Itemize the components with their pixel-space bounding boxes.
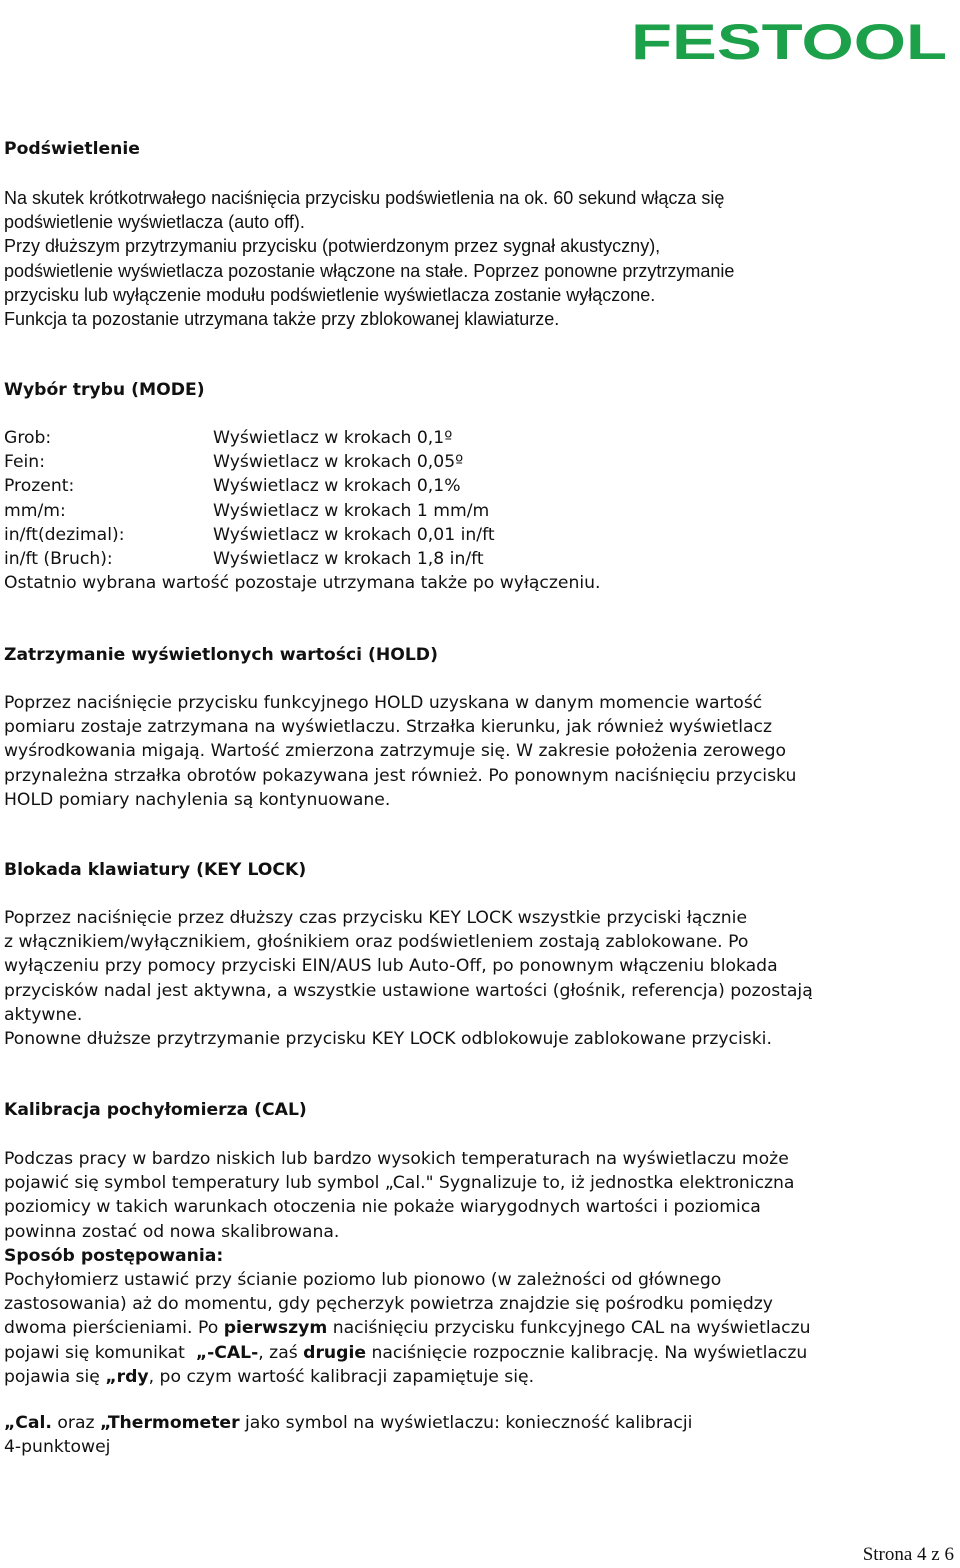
text-line: podświetlenie wyświetlacza pozostanie włączone na stałe. Poprzez ponowne przytrzymanie [4, 260, 735, 281]
text-line: Ponowne dłuższe przytrzymanie przycisku KEY LOCK odblokowuje zablokowane przyciski. [4, 1029, 772, 1050]
text-line: zastosowania) aż do momentu, gdy pęcherzyk powietrza znajdzie się pośrodku pomiędzy [4, 1294, 773, 1315]
festool-logo-text: FESTOOL [631, 18, 947, 62]
heading-hold: Zatrzymanie wyświetlonych wartości (HOLD) [4, 645, 438, 665]
text-line: z włącznikiem/wyłącznikiem, głośnikiem oraz podświetleniem zostają zablokowane. Po [4, 932, 749, 953]
text-line: poziomicy w takich warunkach otoczenia nie pokaże wiarygodnych wartości i poziomica [4, 1197, 761, 1218]
text-line: Poprzez naciśnięcie przez dłuższy czas przycisku KEY LOCK wszystkie przyciski łącznie [4, 908, 748, 928]
text-line: przycisków nadal jest aktywna, a wszystkie ustawione wartości (głośnik, referencja) pozostają [4, 980, 813, 1001]
text-line [4, 1316, 954, 1340]
paragraph-keylock [4, 906, 954, 1051]
text-run: oraz [51, 1413, 101, 1433]
text-run: pojawia się [4, 1366, 106, 1387]
text-run: naciśnięcie rozpocznie kalibrację. Na wyświetlaczu [366, 1342, 808, 1363]
mode-note: Ostatnio wybrana wartość pozostaje utrzymana także po wyłączeniu. [4, 573, 601, 594]
text-line: Funkcja ta pozostanie utrzymana także przy zblokowanej klawiaturze. [4, 309, 560, 330]
text-line: Podczas pracy w bardzo niskich lub bardzo wysokich temperaturach na wyświetlaczu może [4, 1149, 789, 1169]
emphasis-thermometer: „Thermometer [100, 1413, 240, 1433]
paragraph-backlight [4, 186, 954, 331]
text-line: powinna zostać od nowa skalibrowana. [4, 1221, 340, 1242]
mode-value: Wyświetlacz w krokach 0,1% [213, 476, 461, 497]
paragraph-cal-symbol [4, 1411, 954, 1459]
text-run: , zaś [258, 1342, 304, 1363]
emphasis-cal-symbol: „Cal. [4, 1413, 52, 1433]
text-line [4, 1341, 954, 1365]
text-line: przycisku lub wyłączenie modułu podświetlenie wyświetlacza zostanie wyłączone. [4, 284, 656, 305]
text-line: Przy dłuższym przytrzymaniu przycisku (potwierdzonym przez sygnał akustyczny), [4, 236, 661, 257]
text-line: Pochyłomierz ustawić przy ścianie poziomo lub pionowo (w zależności od głównego [4, 1270, 722, 1291]
text-run: jako symbol na wyświetlaczu: konieczność kalibracji [239, 1413, 693, 1433]
mode-row [4, 499, 954, 523]
procedure-heading: Sposób postępowania: [4, 1245, 224, 1266]
mode-key: Prozent: [4, 476, 75, 497]
text-line [4, 1411, 954, 1435]
text-line: podświetlenie wyświetlacza (auto off). [4, 212, 305, 233]
mode-list [4, 426, 954, 595]
text-run: dwoma pierścieniami. Po [4, 1318, 224, 1339]
text-line: aktywne. [4, 1004, 83, 1025]
mode-value: Wyświetlacz w krokach 1 mm/m [213, 500, 490, 521]
text-line: pomiaru zostaje zatrzymana na wyświetlaczu. Strzałka kierunku, jak również wyświetlacz [4, 717, 773, 738]
emphasis-rdy: „rdy [105, 1366, 149, 1387]
text-run: , po czym wartość kalibracji zapamiętuje się. [148, 1366, 535, 1387]
emphasis-cal-message: „-CAL- [195, 1342, 259, 1363]
mode-value: Wyświetlacz w krokach 0,1º [213, 428, 453, 448]
mode-key: in/ft(dezimal): [4, 524, 125, 545]
mode-value: Wyświetlacz w krokach 1,8 in/ft [213, 548, 484, 569]
text-line: wyśrodkowania migają. Wartość zmierzona zatrzymuje się. W zakresie położenia zerowego [4, 741, 786, 762]
text-line: 4-punktowej [4, 1437, 111, 1458]
mode-key: Grob: [4, 428, 52, 448]
text-line: HOLD pomiary nachylenia są kontynuowane. [4, 789, 391, 810]
mode-key: mm/m: [4, 500, 66, 521]
mode-value: Wyświetlacz w krokach 0,01 in/ft [213, 524, 495, 545]
heading-mode: Wybór trybu (MODE) [4, 380, 205, 400]
mode-row [4, 547, 954, 571]
text-line: Na skutek krótkotrwałego naciśnięcia przycisku podświetlenia na ok. 60 sekund włącza się [4, 188, 725, 208]
text-line [4, 1365, 954, 1389]
festool-logo [630, 18, 948, 62]
page-number: Strona 4 z 6 [862, 1544, 954, 1565]
text-run: pojawi się komunikat [4, 1342, 196, 1363]
emphasis-second: drugie [303, 1342, 367, 1363]
mode-row [4, 450, 954, 474]
heading-keylock: Blokada klawiatury (KEY LOCK) [4, 860, 307, 880]
mode-value: Wyświetlacz w krokach 0,05º [213, 452, 464, 473]
mode-key: Fein: [4, 452, 45, 473]
emphasis-first: pierwszym [223, 1318, 328, 1339]
text-line: pojawić się symbol temperatury lub symbol „Cal." Sygnalizuje to, iż jednostka elektroniczna [4, 1173, 795, 1194]
mode-key: in/ft (Bruch): [4, 548, 113, 569]
heading-cal: Kalibracja pochyłomierza (CAL) [4, 1100, 307, 1120]
text-line: Poprzez naciśnięcie przycisku funkcyjnego HOLD uzyskana w danym momencie wartość [4, 693, 763, 713]
paragraph-cal [4, 1147, 954, 1389]
text-line: wyłączeniu przy pomocy przyciski EIN/AUS lub Auto-Off, po ponownym włączeniu blokada [4, 956, 778, 977]
mode-row [4, 474, 954, 498]
text-line: przynależna strzałka obrotów pokazywana jest również. Po ponownym naciśnięciu przycisku [4, 765, 797, 786]
text-run: naciśnięciu przycisku funkcyjnego CAL na wyświetlaczu [327, 1318, 811, 1339]
heading-backlight: Podświetlenie [4, 139, 140, 159]
mode-row [4, 426, 954, 450]
paragraph-hold [4, 691, 954, 812]
mode-row [4, 523, 954, 547]
